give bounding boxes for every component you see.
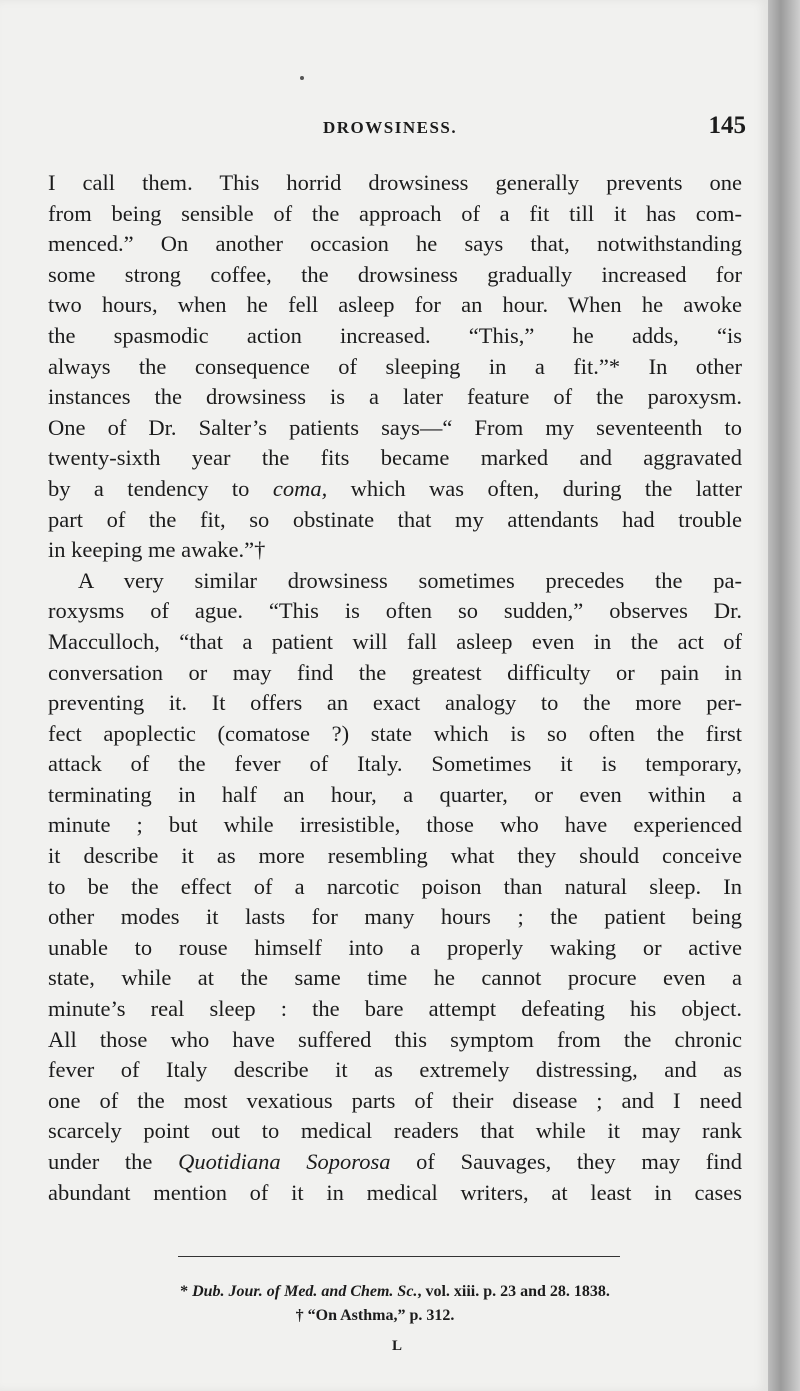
body-text	[48, 168, 742, 1208]
running-head: DROWSINESS.	[323, 118, 458, 137]
text-line: I call them. This horrid drowsiness generally prevents one	[48, 170, 742, 195]
italic-phrase: coma,	[272, 475, 328, 501]
text-line: under the Quotidiana Soporosa of Sauvages, they may find	[48, 1149, 742, 1174]
page-number: 145	[708, 112, 746, 139]
text-line: always the consequence of sleeping in a fit.”* In other	[48, 353, 742, 379]
text-line: attack of the fever of Italy. Sometimes it is temporary,	[48, 751, 742, 777]
text-line: All those who have suffered this symptom from the chronic	[48, 1026, 742, 1052]
italic-phrase: Quotidiana Soporosa	[178, 1149, 391, 1174]
text-line: scarcely point out to medical readers that while it may rank	[48, 1118, 742, 1144]
page-header	[48, 112, 746, 148]
journal-title: Dub. Jour. of Med. and Chem. Sc.	[192, 1283, 418, 1300]
text-line: One of Dr. Salter’s patients says—“ From my seventeenth to	[48, 414, 742, 440]
text-line: unable to rouse himself into a properly waking or active	[48, 934, 742, 960]
text-line: A very similar drowsiness sometimes precedes the pa-	[78, 567, 742, 593]
text-line: to be the effect of a narcotic poison than natural sleep. In	[48, 873, 742, 899]
text-line: twenty-sixth year the fits became marked and aggravated	[48, 445, 742, 471]
footnotes	[48, 1280, 742, 1328]
text-line: abundant mention of it in medical writers, at least in cases	[48, 1179, 742, 1205]
page-edge-shadow	[768, 0, 800, 1391]
text-line: in keeping me awake.”†	[48, 537, 266, 563]
text-line: minute ; but while irresistible, those who have experienced	[48, 812, 742, 838]
text-line: two hours, when he fell asleep for an hour. When he awoke	[48, 292, 742, 318]
text-line: from being sensible of the approach of a fit till it has com-	[48, 200, 742, 226]
text-line: state, while at the same time he cannot procure even a	[48, 965, 742, 991]
ink-speck	[300, 76, 304, 80]
text-line: menced.” On another occasion he says that, notwithstanding	[48, 231, 742, 257]
footnote-1: * Dub. Jour. of Med. and Chem. Sc., vol. xiii. p. 23 and 28. 1838.	[180, 1283, 610, 1300]
text-line: the spasmodic action increased. “This,” he adds, “is	[48, 322, 742, 348]
text-line: minute’s real sleep : the bare attempt defeating his object.	[48, 996, 742, 1022]
text-line: roxysms of ague. “This is often so sudden,” observes Dr.	[48, 598, 742, 624]
text-line: fever of Italy describe it as extremely distressing, and as	[48, 1057, 742, 1083]
text-line: terminating in half an hour, a quarter, or even within a	[48, 781, 742, 807]
text-line: part of the fit, so obstinate that my attendants had trouble	[48, 506, 742, 532]
text-line: conversation or may find the greatest difficulty or pain in	[48, 659, 742, 685]
text-line: instances the drowsiness is a later feature of the paroxysm.	[48, 384, 742, 410]
footnote-rule	[178, 1256, 620, 1257]
text-line: fect apoplectic (comatose ?) state which is so often the first	[48, 720, 742, 746]
text-line: it describe it as more resembling what they should conceive	[48, 843, 742, 869]
text-line: by a tendency to coma, which was often, during the latter	[48, 475, 742, 501]
text-line: preventing it. It offers an exact analogy to the more per-	[48, 690, 742, 716]
text-line: Macculloch, “that a patient will fall asleep even in the act of	[48, 628, 742, 654]
text-line: some strong coffee, the drowsiness gradually increased for	[48, 261, 742, 287]
footnote-2: † “On Asthma,” p. 312.	[295, 1307, 455, 1324]
signature-mark: L	[392, 1338, 403, 1354]
text-line: one of the most vexatious parts of their disease ; and I need	[48, 1087, 742, 1113]
text-line: other modes it lasts for many hours ; the patient being	[48, 904, 742, 930]
